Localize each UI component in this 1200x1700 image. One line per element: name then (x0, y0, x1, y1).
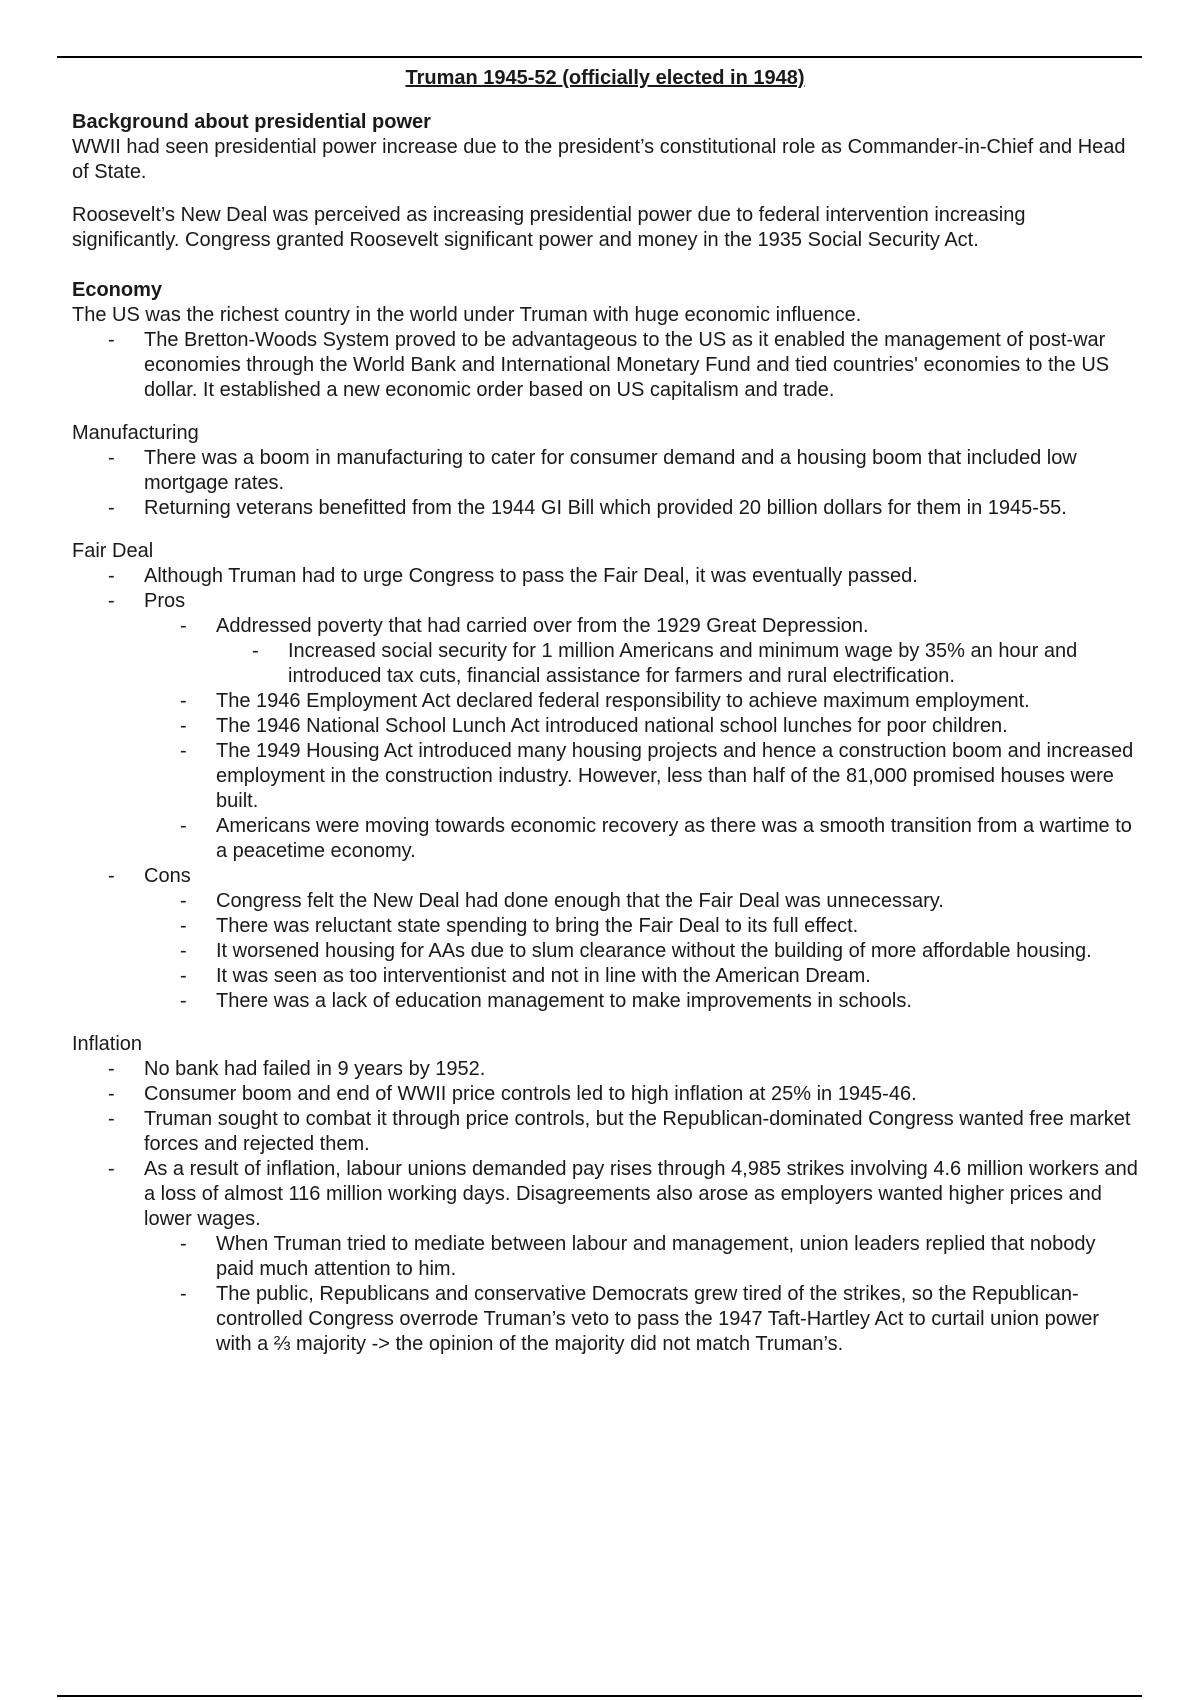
strikes-sublist (144, 1232, 1138, 1357)
list-item: - When Truman tried to mediate between labour and management, union leaders replied that nobody paid much attention to him. (144, 1232, 1138, 1282)
inflation-heading: Inflation (72, 1033, 143, 1055)
fair-deal-heading: Fair Deal (72, 540, 154, 562)
cons-header-list (72, 864, 1138, 889)
list-item: - Addressed poverty that had carried over from the 1929 Great Depression. (144, 614, 1138, 639)
list-item: - The 1946 Employment Act declared federal responsibility to achieve maximum employment. (144, 689, 1138, 714)
pros-label: Pros (144, 590, 186, 612)
list-item: - The Bretton-Woods System proved to be advantageous to the US as it enabled the management of post-war economies through the World Bank and International Monetary Fund and tied countries' economies to the US dollar. It established a new economic order based on US capitalism and trade. (72, 328, 1138, 403)
pros-list (144, 614, 1138, 639)
manufacturing-heading: Manufacturing (72, 422, 199, 444)
document-page (72, 66, 1138, 1357)
economy-heading: Economy (72, 279, 163, 301)
page-title: Truman 1945-52 (officially elected in 1948) (405, 67, 805, 89)
list-item: - The 1949 Housing Act introduced many housing projects and hence a construction boom and increased employment in the construction industry. However, less than half of the 81,000 promised houses were built. (144, 739, 1138, 814)
list-item: - It worsened housing for AAs due to slum clearance without the building of more affordable housing. (144, 939, 1138, 964)
manufacturing-list (72, 446, 1138, 521)
pros-sublist (216, 639, 1138, 689)
list-item: - Although Truman had to urge Congress to pass the Fair Deal, it was eventually passed. (72, 564, 1138, 589)
list-item: - As a result of inflation, labour unions demanded pay rises through 4,985 strikes involving 4.6 million workers and a loss of almost 116 million working days. Disagreements also arose as employers wanted higher prices and lower wages. (72, 1157, 1138, 1232)
cons-label: Cons (144, 865, 191, 887)
list-item: - Congress felt the New Deal had done enough that the Fair Deal was unnecessary. (144, 889, 1138, 914)
list-item: - The public, Republicans and conservative Democrats grew tired of the strikes, so the Republican-controlled Congress overrode Truman’s veto to pass the 1947 Taft-Hartley Act to curtail union power with a ⅔ majority -> the opinion of the majority did not match Truman’s. (144, 1282, 1138, 1357)
pros-item (72, 589, 1138, 614)
list-item: - Returning veterans benefitted from the 1944 GI Bill which provided 20 billion dollars for them in 1945-55. (72, 496, 1138, 521)
list-item: - Consumer boom and end of WWII price controls led to high inflation at 25% in 1945-46. (72, 1082, 1138, 1107)
list-item: - No bank had failed in 9 years by 1952. (72, 1057, 1138, 1082)
cons-item (72, 864, 1138, 889)
top-rule (57, 56, 1142, 58)
list-item: - The 1946 National School Lunch Act introduced national school lunches for poor children. (144, 714, 1138, 739)
background-paragraph-2: Roosevelt’s New Deal was perceived as increasing presidential power due to federal intervention increasing significantly. Congress granted Roosevelt significant power and money in the 1935 Social Security Act. (72, 204, 1026, 251)
background-paragraph-1: WWII had seen presidential power increase due to the president’s constitutional role as Commander-in-Chief and Head of State. (72, 136, 1126, 183)
list-item: - Americans were moving towards economic recovery as there was a smooth transition from a wartime to a peacetime economy. (144, 814, 1138, 864)
economy-intro: The US was the richest country in the world under Truman with huge economic influence. (72, 304, 862, 326)
inflation-list (72, 1057, 1138, 1232)
economy-list (72, 328, 1138, 403)
pros-list-continued (144, 689, 1138, 864)
background-heading: Background about presidential power (72, 111, 431, 133)
bottom-rule (57, 1695, 1142, 1697)
list-item: - There was reluctant state spending to bring the Fair Deal to its full effect. (144, 914, 1138, 939)
list-item: - There was a boom in manufacturing to cater for consumer demand and a housing boom that included low mortgage rates. (72, 446, 1138, 496)
list-item: - Truman sought to combat it through price controls, but the Republican-dominated Congress wanted free market forces and rejected them. (72, 1107, 1138, 1157)
cons-list (144, 889, 1138, 1014)
fair-deal-list (72, 564, 1138, 614)
list-item: - Increased social security for 1 million Americans and minimum wage by 35% an hour and introduced tax cuts, financial assistance for farmers and rural electrification. (216, 639, 1138, 689)
list-item: - There was a lack of education management to make improvements in schools. (144, 989, 1138, 1014)
list-item: - It was seen as too interventionist and not in line with the American Dream. (144, 964, 1138, 989)
